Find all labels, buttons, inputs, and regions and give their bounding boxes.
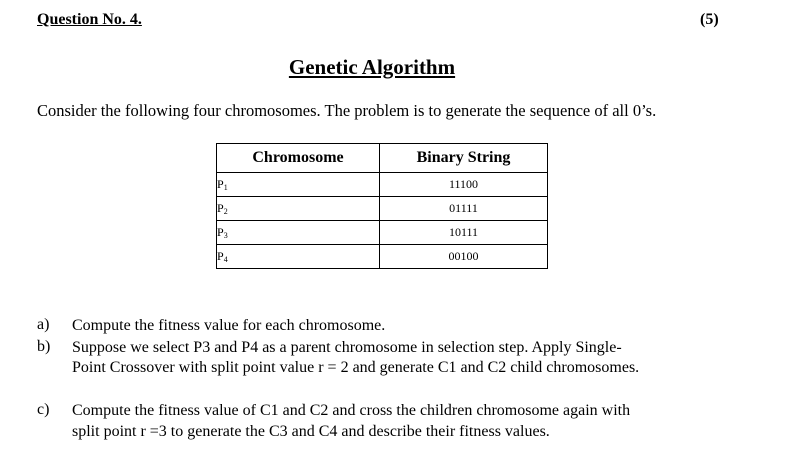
chromosome-letter: P [217, 201, 224, 215]
question-b-text-line-2: Point Crossover with split point value r = 2 and generate C1 and C2 child chromosomes. [72, 359, 640, 376]
question-marks: (5) [700, 11, 719, 28]
column-header-chromosome: Chromosome [217, 144, 380, 173]
table-row [217, 245, 548, 269]
intro-paragraph: Consider the following four chromosomes. The problem is to generate the sequence of all 0’s. [37, 101, 657, 120]
question-number: Question No. 4. [37, 11, 142, 28]
chromosome-label [217, 173, 380, 197]
table-row [217, 173, 548, 197]
question-c-letter: c) [37, 401, 50, 418]
binary-string: 10111 [380, 221, 548, 245]
chromosome-label [217, 197, 380, 221]
chromosome-index: 3 [223, 231, 228, 240]
chromosome-index: 1 [223, 183, 228, 192]
chromosome-index: 2 [223, 207, 228, 216]
binary-string: 01111 [380, 197, 548, 221]
table-header-row [217, 144, 548, 173]
question-c-text-line-1: Compute the fitness value of C1 and C2 and cross the children chromosome again with [72, 402, 631, 419]
table-row [217, 221, 548, 245]
chromosome-label [217, 245, 380, 269]
page-title: Genetic Algorithm [288, 55, 456, 79]
binary-string: 11100 [380, 173, 548, 197]
question-c-text-line-2: split point r =3 to generate the C3 and C4 and describe their fitness values. [72, 423, 550, 440]
question-b-text-line-1: Suppose we select P3 and P4 as a parent chromosome in selection step. Apply Single- [72, 339, 622, 356]
chromosome-label [217, 221, 380, 245]
column-header-binary-string: Binary String [380, 144, 548, 173]
question-a-text: Compute the fitness value for each chromosome. [72, 317, 386, 334]
question-b-letter: b) [37, 338, 51, 355]
chromosome-letter: P [217, 249, 224, 263]
table-row [217, 197, 548, 221]
chromosome-letter: P [217, 177, 224, 191]
chromosome-table [216, 143, 548, 269]
chromosome-letter: P [217, 225, 224, 239]
binary-string: 00100 [380, 245, 548, 269]
question-a-letter: a) [37, 316, 50, 333]
chromosome-index: 4 [223, 255, 228, 264]
